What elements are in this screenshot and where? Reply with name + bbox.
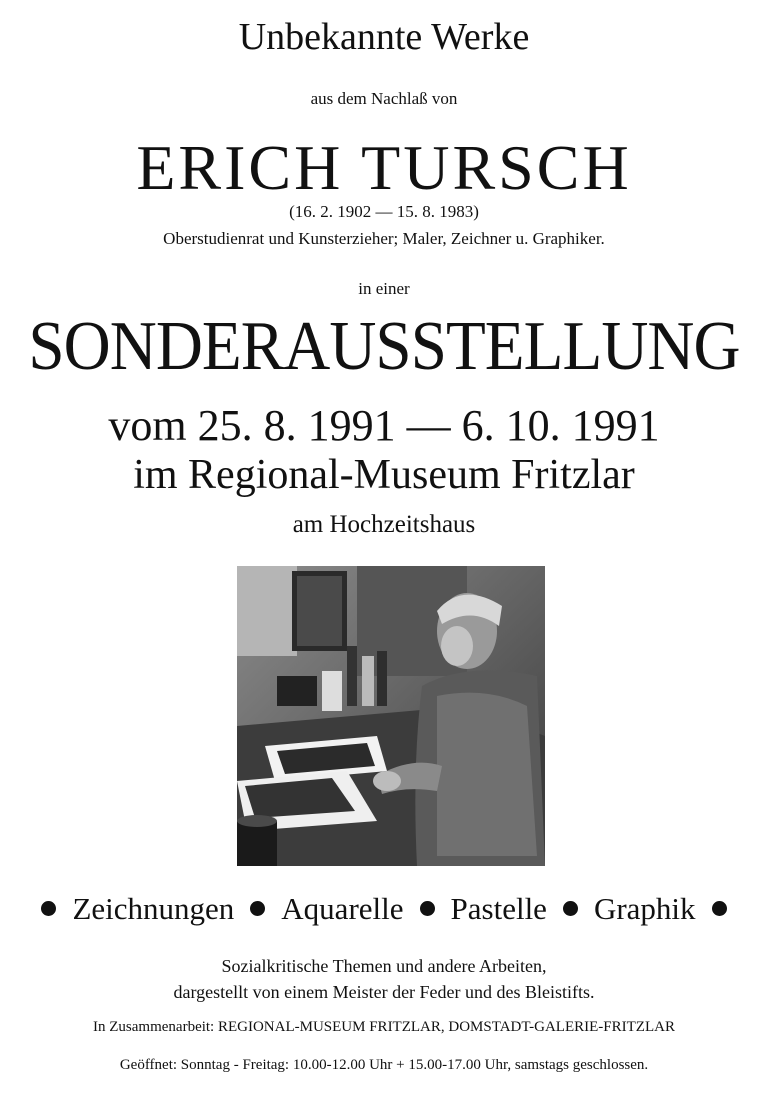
estate-subtitle: aus dem Nachlaß von <box>310 89 458 108</box>
artist-name: ERICH TURSCH <box>136 132 632 203</box>
bullet-icon <box>420 901 435 916</box>
bullet-icon <box>41 901 56 916</box>
exhibition-venue: im Regional-Museum Fritzlar <box>133 452 635 498</box>
cooperation-note: In Zusammenarbeit: REGIONAL-MUSEUM FRITZLAR, DOMSTADT-GALERIE-FRITZLAR <box>93 1019 675 1035</box>
media-item: Graphik <box>593 891 696 926</box>
description-line-2: dargestellt von einem Meister der Feder und des Bleistifts. <box>173 982 595 1002</box>
media-list <box>0 893 768 924</box>
media-item: Pastelle <box>450 891 547 926</box>
life-dates: (16. 2. 1902 — 15. 8. 1983) <box>289 202 479 221</box>
media-item: Zeichnungen <box>72 891 235 926</box>
artist-photo <box>237 566 545 866</box>
exhibition-period: vom 25. 8. 1991 — 6. 10. 1991 <box>108 401 660 450</box>
media-item: Aquarelle <box>281 891 404 926</box>
exhibition-type: SONDERAUSSTELLUNG <box>28 308 740 385</box>
venue-address: am Hochzeitshaus <box>292 511 476 538</box>
bullet-icon <box>712 901 727 916</box>
opening-hours: Geöffnet: Sonntag - Freitag: 10.00-12.00 Uhr + 15.00-17.00 Uhr, samstags geschlossen. <box>119 1057 649 1073</box>
artist-at-work-image <box>237 566 545 866</box>
connector-text: in einer <box>358 279 410 298</box>
bullet-icon <box>250 901 265 916</box>
poster-heading: Unbekannte Werke <box>238 16 530 58</box>
description-line-1: Sozialkritische Themen und andere Arbeiten, <box>221 956 547 976</box>
artist-profession: Oberstudienrat und Kunsterzieher; Maler, Zeichner u. Graphiker. <box>163 229 605 248</box>
bullet-icon <box>563 901 578 916</box>
